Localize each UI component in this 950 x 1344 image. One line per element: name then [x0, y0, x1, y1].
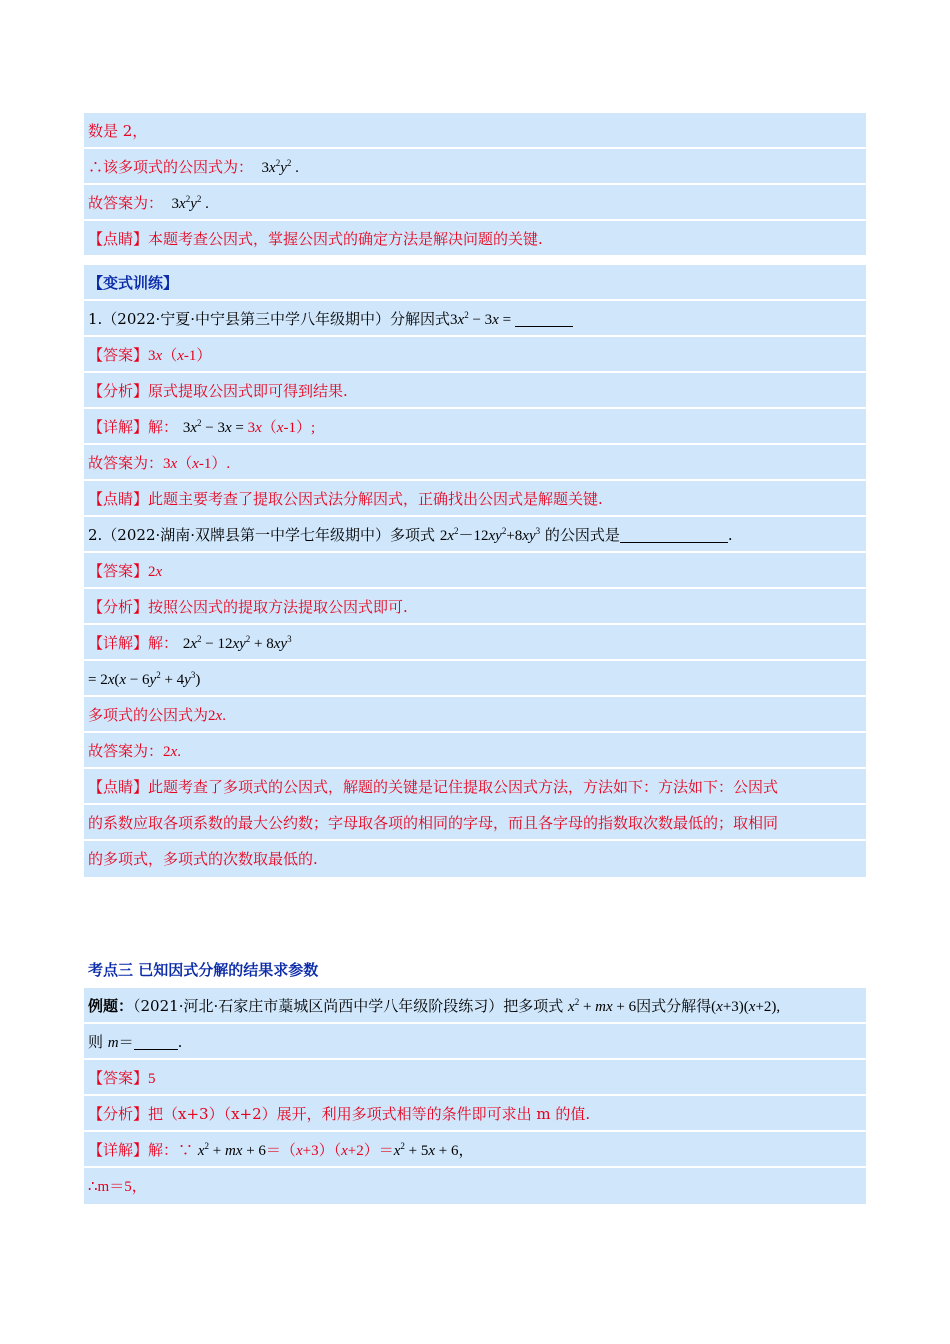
solution-continuation-block — [84, 113, 866, 257]
formula: 3x（x-1）; — [247, 420, 316, 436]
text: 的系数应取各项系数的最大公约数；字母取各项的相同的字母，而且各字母的指数取次数最低的；取相同 — [88, 814, 779, 832]
text: 把（x+3）（x+2）展开，利用多项式相等的条件即可求出 m 的值. — [148, 1105, 591, 1123]
text: 数是 2， — [88, 122, 148, 140]
tag: 【答案】 — [88, 562, 149, 580]
text: 2.（2022·湖南·双牌县第一中学七年级期中）多项式 — [88, 526, 436, 544]
example-stem — [84, 988, 866, 1024]
conclude-line — [84, 697, 866, 733]
text: 原式提取公因式即可得到结果. — [148, 382, 348, 400]
formula: = $2x(x - 6y^2 + 4y^3)$ — [88, 670, 201, 688]
text: 多项式的公因式为 — [88, 706, 209, 724]
variant-training-block — [84, 265, 866, 877]
text: 此题主要考查了提取公因式法分解因式，正确找出公因式是解题关键. — [148, 490, 603, 508]
tag: 【详解】 — [88, 634, 149, 652]
question-2: 2.（2022·湖南·双牌县第一中学七年级期中）多项式 $2x^2-12xy^2+8xy^3$ 的公因式是 . — [84, 517, 866, 553]
answer-value: 5 — [148, 1071, 156, 1087]
variant-title — [84, 265, 866, 301]
tag: 【分析】 — [88, 382, 149, 400]
solution-line — [84, 149, 866, 185]
answer-line — [84, 337, 866, 373]
comment-line — [84, 481, 866, 517]
tag: 【点睛】 — [88, 490, 149, 508]
tag: 【详解】 — [88, 418, 149, 436]
text: 考点三 已知因式分解的结果求参数 — [88, 961, 319, 979]
text: 本题考查公因式，掌握公因式的确定方法是解决问题的关键. — [148, 230, 543, 248]
example-stem: 则 m＝ . — [84, 1024, 866, 1060]
formula: m — [107, 1035, 119, 1051]
formula: 2x — [148, 564, 163, 580]
formula: $2x^2 - 12xy^2 + 8xy^3$ — [182, 634, 292, 652]
tag: 【答案】 — [88, 346, 149, 364]
detail-line — [84, 661, 866, 697]
formula: 3x（x-1）. — [163, 456, 231, 472]
formula: $3x^2y^2$ . — [257, 158, 299, 176]
section-title — [88, 958, 318, 982]
example-block — [84, 988, 866, 1204]
text: 的多项式，多项式的次数取最低的. — [88, 850, 318, 868]
formula: $3x^2 - 3x$ = — [450, 312, 573, 328]
formula: $3x^2 - 3x$ = — [182, 418, 248, 436]
comment-line — [84, 221, 866, 257]
comment-line — [84, 769, 866, 805]
comment-line — [84, 805, 866, 841]
final-line — [84, 445, 866, 481]
tag: 【详解】 — [88, 1141, 149, 1159]
formula: 2x. — [208, 708, 226, 724]
tag: 【点睛】 — [88, 778, 149, 796]
text: ∴该多项式的公因式为： — [88, 158, 254, 176]
tag: 【点睛】 — [88, 230, 149, 248]
analysis-line — [84, 1096, 866, 1132]
text: 因式分解得 — [636, 997, 712, 1015]
answer-line — [84, 1060, 866, 1096]
conclude-line — [84, 1168, 866, 1204]
text: （2021·河北·石家庄市藁城区尚西中学八年级阶段练习）把多项式 — [133, 997, 564, 1015]
solution-line — [84, 113, 866, 149]
text: 1.（2022·宁夏·中宁县第三中学八年级期中）分解因式 — [88, 310, 451, 328]
text: 此题考查了多项式的公因式，解题的关键是记住提取公因式方法，方法如下：方法如下：公因式 — [148, 778, 779, 796]
analysis-line — [84, 373, 866, 409]
formula: $2x^2-12xy^2+8xy^3$ — [439, 526, 541, 544]
formula: $3x^2y^2$ . — [167, 194, 209, 212]
tag: 【答案】 — [88, 1069, 149, 1087]
question-1 — [84, 301, 866, 337]
detail-line — [84, 1132, 866, 1168]
text: 【变式训练】 — [88, 274, 179, 292]
text: 故答案为： — [88, 454, 164, 472]
formula: 2x. — [163, 744, 181, 760]
label: 例题： — [88, 997, 134, 1015]
formula: (x+3)(x+2), — [711, 999, 781, 1015]
formula: $x^2$ + mx + 6 — [568, 997, 637, 1015]
answer-line — [84, 553, 866, 589]
text: 按照公因式的提取方法提取公因式即可. — [148, 598, 408, 616]
detail-line — [84, 409, 866, 445]
comment-line — [84, 841, 866, 877]
text: ＝ — [118, 1033, 134, 1051]
text: 解： — [148, 634, 179, 652]
formula: 3x（x-1） — [148, 348, 212, 364]
text: 故答案为： — [88, 742, 164, 760]
text: ∴m＝5， — [88, 1179, 147, 1195]
text: 解： — [148, 418, 179, 436]
text: 的公因式是 — [544, 526, 620, 544]
formula: $x^2$ + mx + 6 — [197, 1141, 266, 1159]
final-line — [84, 733, 866, 769]
tag: 【分析】 — [88, 1105, 149, 1123]
tag: 【分析】 — [88, 598, 149, 616]
text: 则 — [88, 1033, 104, 1051]
solution-line — [84, 185, 866, 221]
formula: ＝（x+3）（x+2）＝ — [265, 1143, 394, 1159]
text: 解：∵ — [148, 1141, 194, 1159]
detail-line — [84, 625, 866, 661]
text: 故答案为： — [88, 194, 164, 212]
formula: $x^2 + 5x + 6$， — [393, 1141, 474, 1159]
analysis-line — [84, 589, 866, 625]
